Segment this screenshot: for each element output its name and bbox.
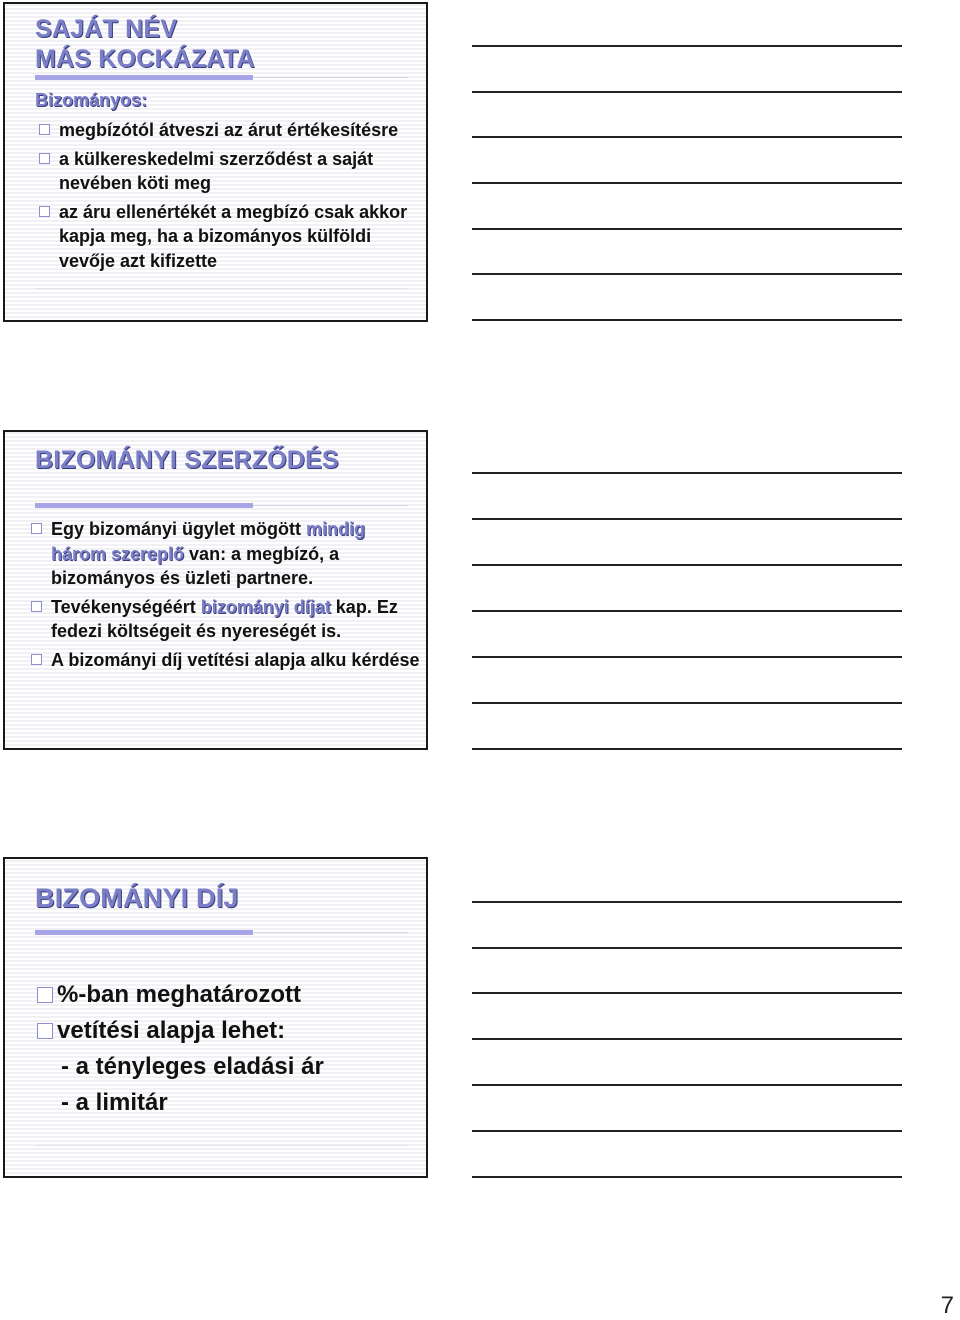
- note-line: [472, 564, 902, 566]
- bullet-item: a külkereskedelmi szerződést a saját nevében köti meg: [39, 147, 419, 196]
- note-line: [472, 901, 902, 903]
- sub-item: - a limitár: [61, 1089, 168, 1116]
- bullet-item: %-ban meghatározott: [37, 977, 422, 1013]
- slide-title: BIZOMÁNYI DÍJ: [35, 883, 239, 913]
- bullet-item: az áru ellenértékét a megbízó csak akkor kapja meg, ha a bizományos külföldi vevője azt kifizette: [39, 200, 419, 274]
- square-bullet-icon: [39, 206, 50, 217]
- note-line: [472, 748, 902, 750]
- title-underline-thin: [253, 77, 408, 78]
- square-bullet-icon: [31, 654, 42, 665]
- note-line: [472, 472, 902, 474]
- page-number: 7: [940, 1292, 954, 1319]
- note-line: [472, 273, 902, 275]
- slide-footer-rule: [35, 288, 407, 289]
- slide-sajat-nev: [3, 2, 428, 322]
- note-line: [472, 319, 902, 321]
- title-underline: [35, 503, 253, 508]
- slide-subheading: Bizományos:: [35, 90, 148, 110]
- slide-bizomanyi-dij: [3, 857, 428, 1178]
- highlighted-phrase: mindig három szereplő: [51, 519, 366, 564]
- note-line: [472, 656, 902, 658]
- bullet-item: A bizományi díj vetítési alapja alku kérdése: [31, 648, 421, 673]
- note-line: [472, 610, 902, 612]
- square-bullet-icon: [37, 1023, 53, 1039]
- slide-title-line-2: MÁS KOCKÁZATA: [35, 45, 255, 73]
- square-bullet-icon: [39, 153, 50, 164]
- bullet-list: [31, 517, 421, 676]
- square-bullet-icon: [39, 124, 50, 135]
- note-line: [472, 992, 902, 994]
- slide-footer-rule: [35, 1145, 407, 1146]
- slide-title-line-1: SAJÁT NÉV: [35, 15, 178, 43]
- slide-bizomanyi-szerzodes: [3, 430, 428, 750]
- note-line: [472, 228, 902, 230]
- note-line: [472, 702, 902, 704]
- bullet-list: [37, 977, 422, 1121]
- note-line: [472, 1176, 902, 1178]
- square-bullet-icon: [31, 523, 42, 534]
- sub-item: - a tényleges eladási ár: [61, 1053, 324, 1080]
- note-line: [472, 947, 902, 949]
- note-line: [472, 518, 902, 520]
- bullet-item: Egy bizományi ügylet mögött mindig három szereplő van: a megbízó, a bizományos és üzleti partnere.: [31, 517, 421, 591]
- square-bullet-icon: [31, 601, 42, 612]
- note-line: [472, 1084, 902, 1086]
- note-line: [472, 1130, 902, 1132]
- note-line: [472, 91, 902, 93]
- bullet-item: Tevékenységéért bizományi díjat kap. Ez fedezi költségeit és nyereségét is.: [31, 595, 421, 644]
- bullet-item: megbízótól átveszi az árut értékesítésre: [39, 118, 419, 143]
- title-underline-thin: [253, 505, 408, 506]
- title-underline-thin: [253, 932, 408, 933]
- note-line: [472, 1038, 902, 1040]
- highlighted-phrase: bizományi díjat: [200, 596, 331, 617]
- bullet-list: [39, 118, 419, 277]
- note-line: [472, 182, 902, 184]
- note-line: [472, 45, 902, 47]
- slide-title: [35, 14, 255, 74]
- square-bullet-icon: [37, 987, 53, 1003]
- bullet-item: vetítési alapja lehet:: [37, 1013, 422, 1049]
- title-underline: [35, 75, 253, 80]
- title-underline: [35, 930, 253, 935]
- note-line: [472, 136, 902, 138]
- slide-title: BIZOMÁNYI SZERZŐDÉS: [35, 446, 339, 474]
